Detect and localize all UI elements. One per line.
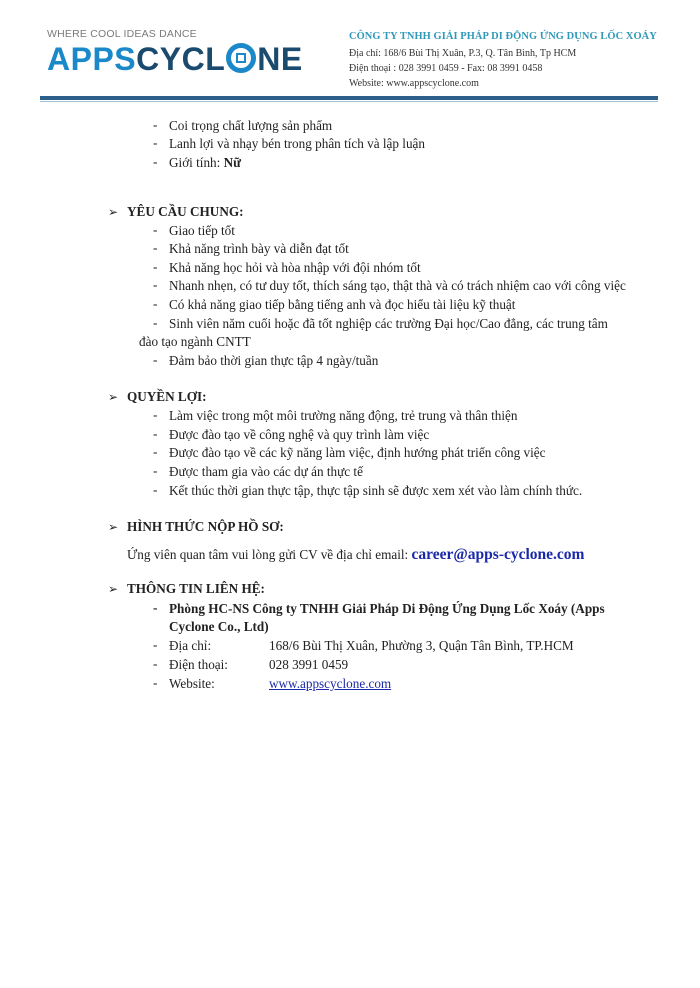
gender-label: Giới tính: — [169, 155, 224, 170]
bullet-dash: - — [153, 352, 158, 367]
section-arrow-icon: ➢ — [108, 390, 119, 404]
section-heading-benefits: QUYỀN LỢI: — [127, 389, 207, 404]
benefit-item: Được đào tạo về công nghệ và quy trình làm việc — [169, 427, 430, 442]
company-name: CÔNG TY TNHH GIẢI PHÁP DI ĐỘNG ỨNG DỤNG LỐC XOÁY — [349, 31, 657, 42]
bullet-dash: - — [153, 222, 158, 237]
logo-word-cycl: CYCL — [136, 41, 226, 77]
logo-word-ne: NE — [257, 41, 303, 77]
bullet-dash: - — [153, 277, 158, 292]
section-heading-general: YÊU CẦU CHUNG: — [127, 204, 244, 219]
contact-website-row — [169, 675, 391, 693]
section-heading-apply: HÌNH THỨC NỘP HỒ SƠ: — [127, 519, 284, 534]
general-item: Sinh viên năm cuối hoặc đã tốt nghiệp các trường Đại học/Cao đẳng, các trung tâm — [169, 316, 608, 331]
bullet-dash: - — [153, 637, 158, 652]
company-logo — [47, 39, 303, 79]
bullet-dash: - — [153, 407, 158, 422]
general-item-wrap: đào tạo ngành CNTT — [139, 334, 251, 349]
benefit-item: Làm việc trong một môi trường năng động, trẻ trung và thân thiện — [169, 408, 518, 423]
header-divider-thin — [40, 101, 658, 102]
apply-instruction: Ứng viên quan tâm vui lòng gửi CV về địa chỉ email: — [127, 547, 412, 562]
bullet-dash: - — [153, 426, 158, 441]
bullet-dash: - — [153, 240, 158, 255]
section-arrow-icon: ➢ — [108, 520, 119, 534]
general-item: Có khả năng giao tiếp bằng tiếng anh và đọc hiểu tài liệu kỹ thuật — [169, 297, 516, 312]
bullet-dash: - — [153, 154, 158, 169]
general-item: Đảm bảo thời gian thực tập 4 ngày/tuần — [169, 353, 379, 368]
intro-item: Coi trọng chất lượng sản phẩm — [169, 118, 333, 133]
contact-website-link[interactable]: www.appscyclone.com — [269, 676, 392, 691]
bullet-dash: - — [153, 482, 158, 497]
general-item: Giao tiếp tốt — [169, 223, 235, 238]
general-item: Nhanh nhẹn, có tư duy tốt, thích sáng tạo, thật thà và có trách nhiệm cao với công việc — [169, 278, 626, 293]
benefit-item: Được tham gia vào các dự án thực tế — [169, 464, 363, 479]
contact-dept-line1: Phòng HC-NS Công ty TNHH Giải Pháp Di Động Ứng Dụng Lốc Xoáy (Apps — [169, 601, 605, 616]
bullet-dash: - — [153, 463, 158, 478]
company-website: Website: www.appscyclone.com — [349, 78, 479, 89]
contact-dept-line2: Cyclone Co., Ltd) — [169, 619, 269, 634]
contact-website-label: Website: — [169, 676, 215, 691]
bullet-dash: - — [153, 444, 158, 459]
bullet-dash: - — [153, 296, 158, 311]
gender-line — [169, 154, 241, 172]
gender-value: Nữ — [223, 155, 242, 170]
apply-email-link[interactable]: career@apps-cyclone.com — [411, 546, 585, 563]
bullet-dash: - — [153, 675, 158, 690]
contact-address-value: 168/6 Bùi Thị Xuân, Phường 3, Quận Tân Bình, TP.HCM — [269, 638, 574, 653]
general-item: Khả năng trình bày và diễn đạt tốt — [169, 241, 349, 256]
bullet-dash: - — [153, 315, 158, 330]
header-divider — [40, 96, 658, 100]
section-arrow-icon: ➢ — [108, 205, 119, 219]
benefit-item: Được đào tạo về các kỹ năng làm việc, định hướng phát triển công việc — [169, 445, 546, 460]
contact-phone-row — [169, 656, 348, 674]
contact-address-row — [169, 637, 574, 655]
bullet-dash: - — [153, 259, 158, 274]
benefit-item: Kết thúc thời gian thực tập, thực tập sinh sẽ được xem xét vào làm chính thức. — [169, 483, 583, 498]
bullet-dash: - — [153, 656, 158, 671]
general-item: Khả năng học hỏi và hòa nhập với đội nhóm tốt — [169, 260, 421, 275]
logo-o-icon — [226, 43, 256, 73]
contact-phone-value: 028 3991 0459 — [269, 657, 349, 672]
intro-item: Lanh lợi và nhạy bén trong phân tích và lập luận — [169, 136, 425, 151]
contact-phone-label: Điện thoại: — [169, 657, 228, 672]
company-phone-fax: Điện thoại : 028 3991 0459 - Fax: 08 3991 0458 — [349, 63, 543, 74]
logo-tagline: WHERE COOL IDEAS DANCE — [47, 28, 197, 40]
contact-address-label: Địa chỉ: — [169, 638, 212, 653]
bullet-dash: - — [153, 600, 158, 615]
section-arrow-icon: ➢ — [108, 582, 119, 596]
logo-word-apps: APPS — [47, 41, 137, 77]
bullet-dash: - — [153, 135, 158, 150]
apply-text — [127, 546, 584, 564]
company-info — [349, 31, 657, 91]
company-address: Địa chỉ: 168/6 Bùi Thị Xuân, P.3, Q. Tân Bình, Tp HCM — [349, 48, 577, 59]
section-heading-contact: THÔNG TIN LIÊN HỆ: — [127, 581, 265, 596]
bullet-dash: - — [153, 117, 158, 132]
